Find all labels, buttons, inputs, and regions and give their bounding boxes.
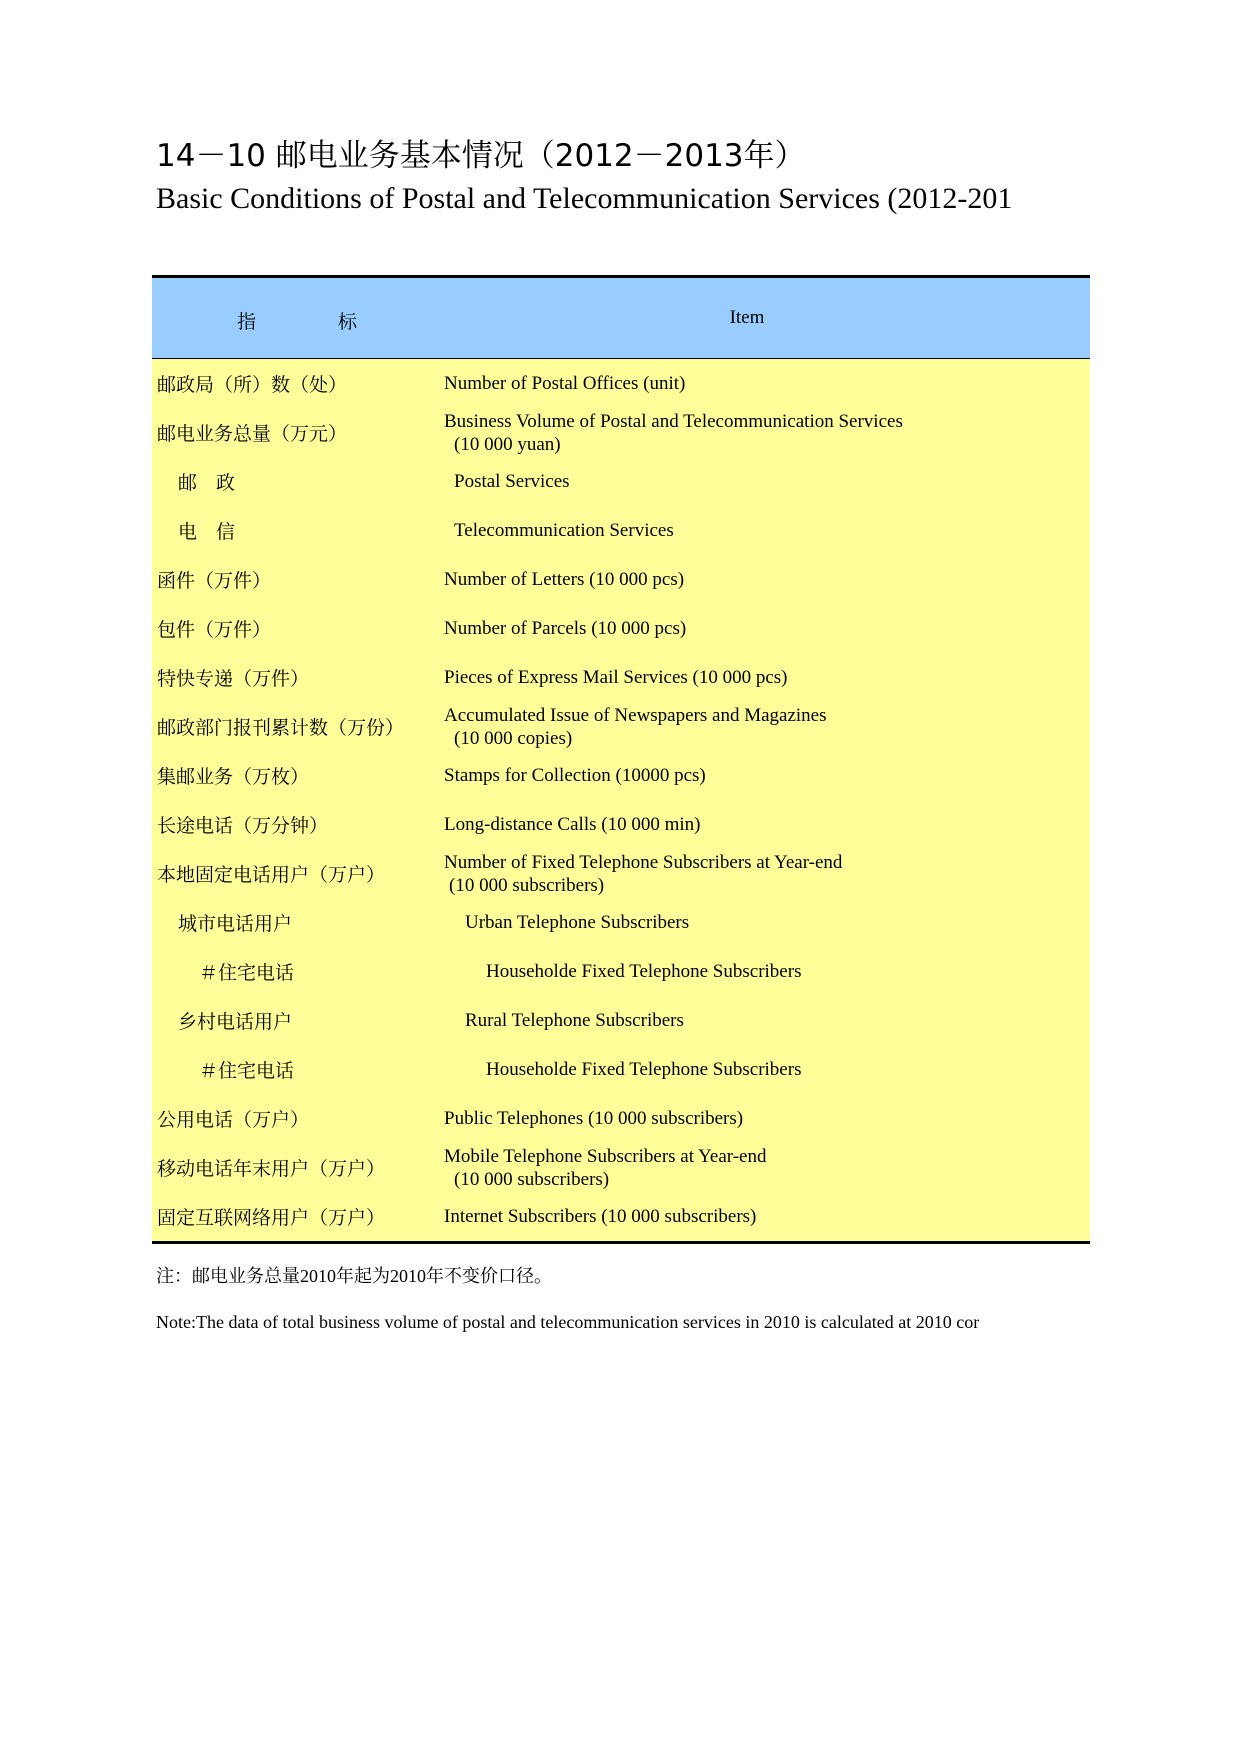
table-row [152,1094,1090,1143]
row-label-en-line2: (10 000 subscribers) [449,874,605,896]
table-row [152,604,1090,653]
table-row [152,800,1090,849]
row-label-en: Urban Telephone Subscribers [465,912,690,933]
row-label-en-line1: Mobile Telephone Subscribers at Year-end [444,1145,767,1167]
row-label-cn: 城市电话用户 [178,914,293,935]
row-label-en: Stamps for Collection (10000 pcs) [444,765,706,786]
row-label-en: Householde Fixed Telephone Subscribers [486,1059,802,1080]
row-label-en-line1: Business Volume of Postal and Telecommunication Services [444,410,903,432]
table-row [152,653,1090,702]
row-label-cn: ＃住宅电话 [199,963,295,984]
row-label-en: Householde Fixed Telephone Subscribers [486,961,802,982]
row-label-cn: 邮 政 [178,473,236,494]
table-row [152,555,1090,604]
row-label-en: Long-distance Calls (10 000 min) [444,814,701,835]
row-label-cn: 集邮业务（万枚） [157,767,310,788]
row-label-en: Number of Postal Offices (unit) [444,373,686,394]
row-label-en: Postal Services [454,471,570,492]
row-label-cn: 函件（万件） [157,571,272,592]
row-label-cn: 固定互联网络用户（万户） [157,1208,386,1229]
table-row [152,1143,1090,1192]
row-label-cn: 乡村电话用户 [178,1012,293,1033]
row-label-en: Pieces of Express Mail Services (10 000 pcs) [444,667,788,688]
table-row [152,408,1090,457]
row-label-en-line1: Accumulated Issue of Newspapers and Magazines [444,704,827,726]
table-title-chinese: 14－10 邮电业务基本情况（2012－2013年） [156,138,806,174]
header-cn-char-2: 标 [338,312,358,333]
row-label-cn: 本地固定电话用户（万户） [157,865,386,886]
row-label-en-line2: (10 000 subscribers) [454,1168,610,1190]
header-item-en: Item [729,307,765,328]
row-label-cn: 公用电话（万户） [157,1110,310,1131]
row-label-cn: 邮政局（所）数（处） [157,375,348,396]
row-label-en: Internet Subscribers (10 000 subscribers) [444,1206,757,1227]
table-row [152,996,1090,1045]
row-label-cn: 特快专递（万件） [157,669,310,690]
header-item-cn [152,278,444,358]
row-label-en [444,704,1090,750]
table-row [152,702,1090,751]
table-row [152,1045,1090,1094]
row-label-en-line1: Number of Fixed Telephone Subscribers at Year-end [444,851,843,873]
row-label-cn: 包件（万件） [157,620,272,641]
row-label-en [444,410,1090,456]
table-header [152,278,1090,359]
row-label-en: Number of Parcels (10 000 pcs) [444,618,687,639]
row-label-cn: 移动电话年末用户（万户） [157,1159,386,1180]
table-body [152,359,1090,1241]
table-row [152,751,1090,800]
table-bottom-rule [152,1241,1090,1244]
row-label-en: Number of Letters (10 000 pcs) [444,569,685,590]
row-label-en-line2: (10 000 yuan) [454,433,561,455]
row-label-cn: ＃住宅电话 [199,1061,295,1082]
header-cn-char-1: 指 [237,312,257,333]
table-row [152,359,1090,408]
row-label-cn: 长途电话（万分钟） [157,816,329,837]
table-title-english: Basic Conditions of Postal and Telecommunication Services (2012-201 [156,182,1013,215]
row-label-en-line2: (10 000 copies) [454,727,573,749]
row-label-en [444,1145,1090,1191]
note-english: Note:The data of total business volume of postal and telecommunication services in 2010 is calculated at 2010 cor [156,1312,980,1332]
table-row [152,947,1090,996]
row-label-en [444,851,1090,897]
table-row [152,506,1090,555]
row-label-cn: 邮电业务总量（万元） [157,424,348,445]
data-table [152,275,1090,1244]
table-row [152,898,1090,947]
table-row [152,849,1090,898]
row-label-cn: 邮政部门报刊累计数（万份） [157,718,405,739]
table-row [152,457,1090,506]
note-chinese: 注：邮电业务总量2010年起为2010年不变价口径。 [156,1266,552,1286]
row-label-en: Public Telephones (10 000 subscribers) [444,1108,744,1129]
row-label-en: Telecommunication Services [454,520,674,541]
table-row [152,1192,1090,1241]
row-label-cn: 电 信 [178,522,236,543]
row-label-en: Rural Telephone Subscribers [465,1010,684,1031]
